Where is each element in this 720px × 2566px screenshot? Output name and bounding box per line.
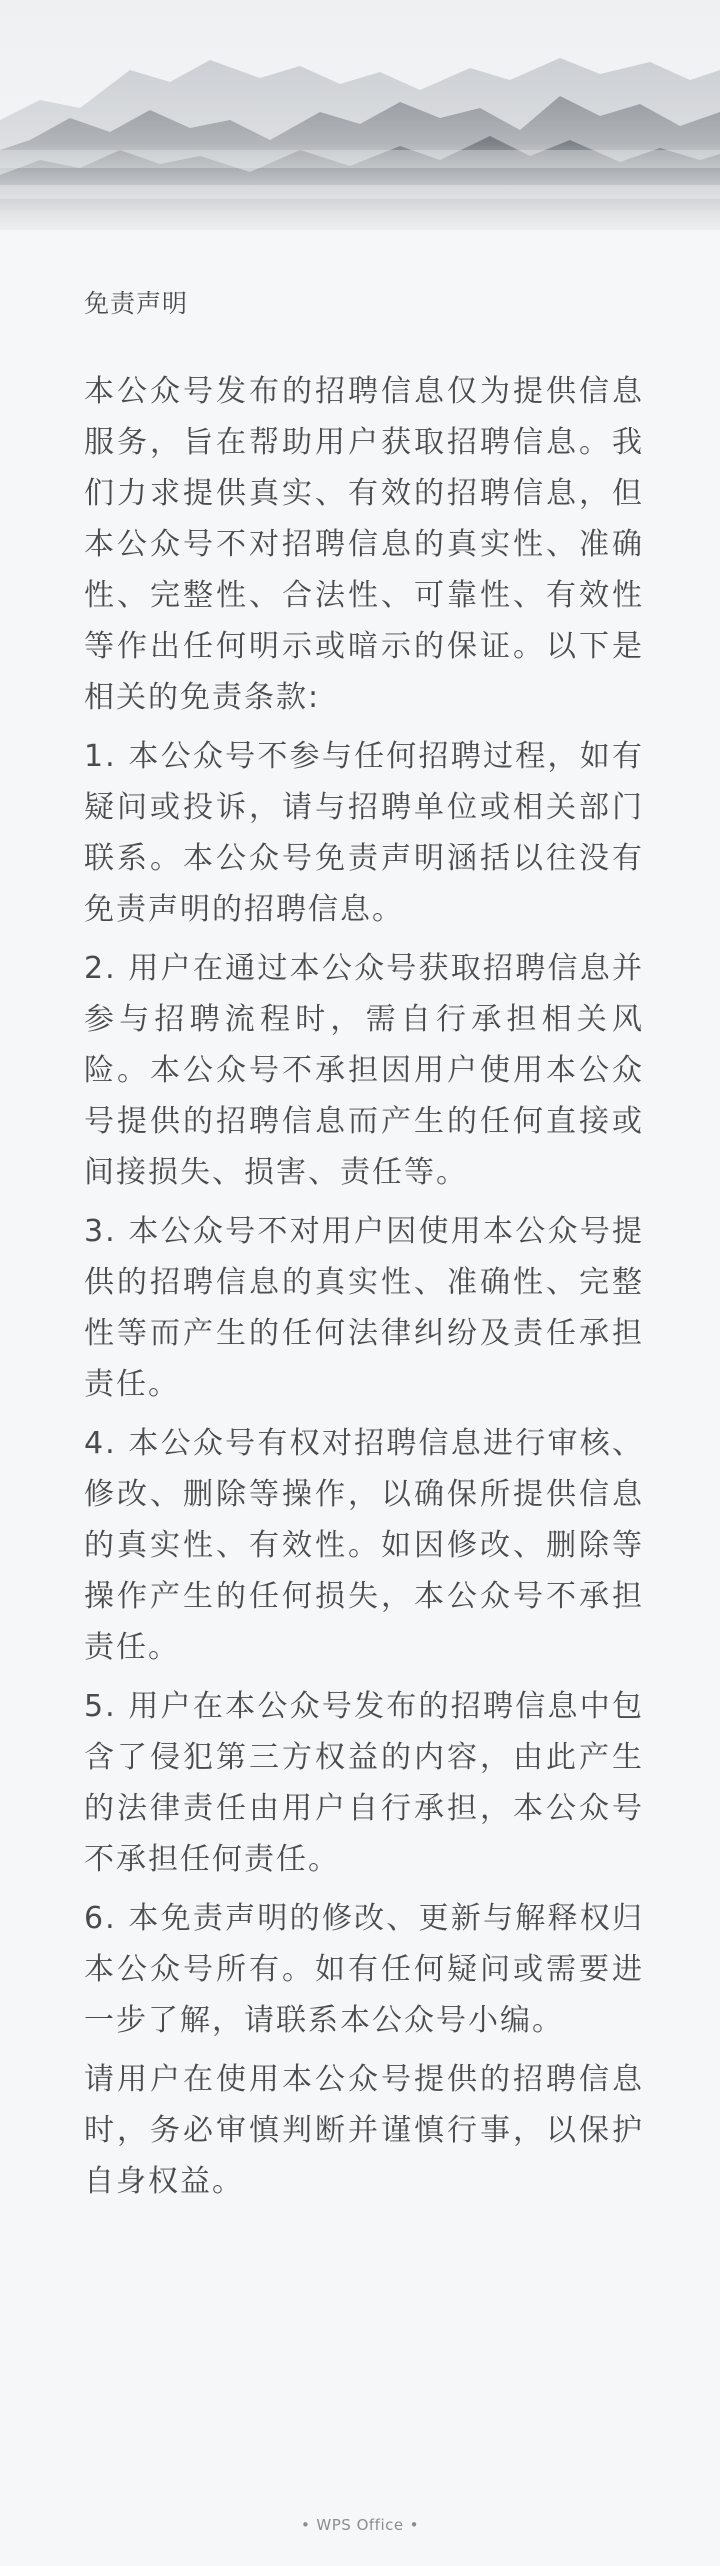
clause-3: 3. 本公众号不对用户因使用本公众号提供的招聘信息的真实性、准确性、完整性等而产生的任何法律纠纷及责任承担责任。 [84, 1214, 644, 1402]
clause-1: 1. 本公众号不参与任何招聘过程，如有疑问或投诉，请与招聘单位或相关部门联系。本公众号免责声明涵括以往没有免责声明的招聘信息。 [84, 739, 644, 927]
header-mountain-painting [0, 0, 720, 260]
clause-6: 6. 本免责声明的修改、更新与解释权归本公众号所有。如有任何疑问或需要进一步了解，请联系本公众号小编。 [84, 1901, 644, 2038]
wps-office-watermark [0, 2516, 720, 2534]
mountain-landscape-icon [0, 0, 720, 260]
clause-5: 5. 用户在本公众号发布的招聘信息中包含了侵犯第三方权益的内容，由此产生的法律责任由用户自行承担，本公众号不承担任何责任。 [84, 1689, 644, 1877]
page-title: 免责声明 [84, 289, 189, 318]
intro-paragraph: 本公众号发布的招聘信息仅为提供信息服务，旨在帮助用户获取招聘信息。我们力求提供真实、有效的招聘信息，但本公众号不对招聘信息的真实性、准确性、完整性、合法性、可靠性、有效性等作出任何明示或暗示的保证。以下是相关的免责条款: [84, 374, 644, 715]
watermark-dot-right: • [409, 2516, 419, 2534]
article-body [84, 366, 644, 2207]
closing-paragraph: 请用户在使用本公众号提供的招聘信息时，务必审慎判断并谨慎行事，以保护自身权益。 [84, 2062, 644, 2199]
clause-2: 2. 用户在通过本公众号获取招聘信息并参与招聘流程时，需自行承担相关风险。本公众号不承担因用户使用本公众号提供的招聘信息而产生的任何直接或间接损失、损害、责任等。 [84, 951, 644, 1190]
watermark-dot-left: • [301, 2516, 311, 2534]
watermark-text: WPS Office [316, 2516, 404, 2534]
clause-4: 4. 本公众号有权对招聘信息进行审核、修改、删除等操作，以确保所提供信息的真实性、有效性。如因修改、删除等操作产生的任何损失，本公众号不承担责任。 [84, 1426, 644, 1665]
disclaimer-article [84, 286, 644, 2207]
